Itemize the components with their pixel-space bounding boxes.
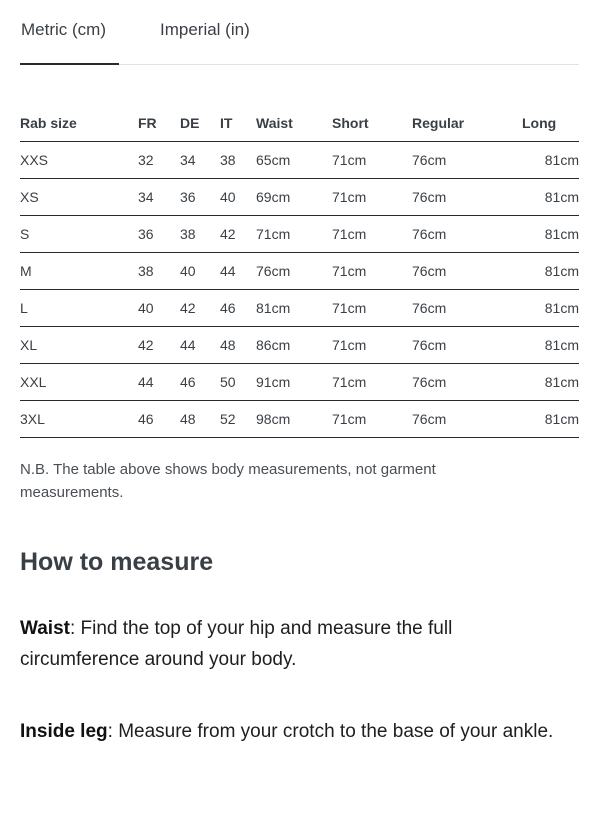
waist-text: : Find the top of your hip and measure the full circumference around your body.	[20, 618, 453, 670]
table-body	[20, 142, 579, 438]
cell-waist: 76cm	[256, 253, 332, 290]
cell-size: L	[20, 290, 138, 327]
cell-size: XL	[20, 327, 138, 364]
cell-de: 42	[180, 290, 220, 327]
cell-size: XXL	[20, 364, 138, 401]
cell-de: 48	[180, 401, 220, 438]
inside-leg-instructions	[20, 716, 565, 747]
cell-waist: 69cm	[256, 179, 332, 216]
cell-size: 3XL	[20, 401, 138, 438]
cell-waist: 71cm	[256, 216, 332, 253]
table-header-row	[20, 104, 579, 142]
cell-fr: 36	[138, 216, 180, 253]
cell-waist: 98cm	[256, 401, 332, 438]
inside-leg-label: Inside leg	[20, 721, 108, 742]
header-short: Short	[332, 104, 412, 142]
cell-long: 81cm	[522, 327, 579, 364]
cell-it: 44	[220, 253, 256, 290]
inside-leg-text: : Measure from your crotch to the base of your ankle.	[107, 721, 554, 742]
table-row	[20, 290, 579, 327]
cell-short: 71cm	[332, 253, 412, 290]
cell-fr: 42	[138, 327, 180, 364]
table-row	[20, 253, 579, 290]
cell-it: 42	[220, 216, 256, 253]
header-fr: FR	[138, 104, 180, 142]
tab-metric[interactable]: Metric (cm)	[21, 20, 106, 39]
cell-waist: 91cm	[256, 364, 332, 401]
cell-de: 34	[180, 142, 220, 179]
cell-regular: 76cm	[412, 179, 522, 216]
cell-short: 71cm	[332, 142, 412, 179]
table-row	[20, 327, 579, 364]
cell-short: 71cm	[332, 216, 412, 253]
table-row	[20, 364, 579, 401]
cell-short: 71cm	[332, 290, 412, 327]
header-regular: Regular	[412, 104, 522, 142]
cell-de: 38	[180, 216, 220, 253]
cell-de: 44	[180, 327, 220, 364]
cell-de: 36	[180, 179, 220, 216]
cell-regular: 76cm	[412, 401, 522, 438]
cell-waist: 81cm	[256, 290, 332, 327]
cell-long: 81cm	[522, 179, 579, 216]
cell-regular: 76cm	[412, 142, 522, 179]
header-it: IT	[220, 104, 256, 142]
active-tab-indicator	[20, 63, 119, 65]
measurement-note: N.B. The table above shows body measurements, not garment measurements.	[20, 461, 436, 501]
cell-regular: 76cm	[412, 216, 522, 253]
cell-size: M	[20, 253, 138, 290]
table-row	[20, 216, 579, 253]
cell-regular: 76cm	[412, 327, 522, 364]
size-table	[20, 104, 579, 438]
cell-waist: 86cm	[256, 327, 332, 364]
waist-label: Waist	[20, 618, 70, 639]
cell-de: 40	[180, 253, 220, 290]
cell-fr: 34	[138, 179, 180, 216]
waist-instructions	[20, 613, 565, 675]
cell-it: 48	[220, 327, 256, 364]
cell-waist: 65cm	[256, 142, 332, 179]
cell-fr: 40	[138, 290, 180, 327]
cell-short: 71cm	[332, 364, 412, 401]
header-rab-size: Rab size	[20, 104, 138, 142]
cell-size: XXS	[20, 142, 138, 179]
cell-size: S	[20, 216, 138, 253]
table-row	[20, 179, 579, 216]
header-long: Long	[522, 104, 579, 142]
unit-tabs	[20, 0, 579, 65]
size-guide	[20, 0, 579, 742]
cell-short: 71cm	[332, 327, 412, 364]
cell-de: 46	[180, 364, 220, 401]
tab-imperial[interactable]: Imperial (in)	[160, 20, 250, 39]
cell-short: 71cm	[332, 179, 412, 216]
cell-regular: 76cm	[412, 364, 522, 401]
cell-long: 81cm	[522, 253, 579, 290]
header-waist: Waist	[256, 104, 332, 142]
cell-fr: 44	[138, 364, 180, 401]
cell-short: 71cm	[332, 401, 412, 438]
cell-it: 46	[220, 290, 256, 327]
cell-long: 81cm	[522, 142, 579, 179]
cell-long: 81cm	[522, 401, 579, 438]
cell-fr: 38	[138, 253, 180, 290]
cell-long: 81cm	[522, 364, 579, 401]
cell-it: 52	[220, 401, 256, 438]
cell-long: 81cm	[522, 216, 579, 253]
cell-regular: 76cm	[412, 290, 522, 327]
how-to-measure-title: How to measure	[20, 548, 214, 576]
cell-it: 40	[220, 179, 256, 216]
table-row	[20, 401, 579, 438]
cell-size: XS	[20, 179, 138, 216]
cell-regular: 76cm	[412, 253, 522, 290]
cell-it: 50	[220, 364, 256, 401]
cell-fr: 46	[138, 401, 180, 438]
cell-long: 81cm	[522, 290, 579, 327]
cell-fr: 32	[138, 142, 180, 179]
header-de: DE	[180, 104, 220, 142]
cell-it: 38	[220, 142, 256, 179]
table-row	[20, 142, 579, 179]
